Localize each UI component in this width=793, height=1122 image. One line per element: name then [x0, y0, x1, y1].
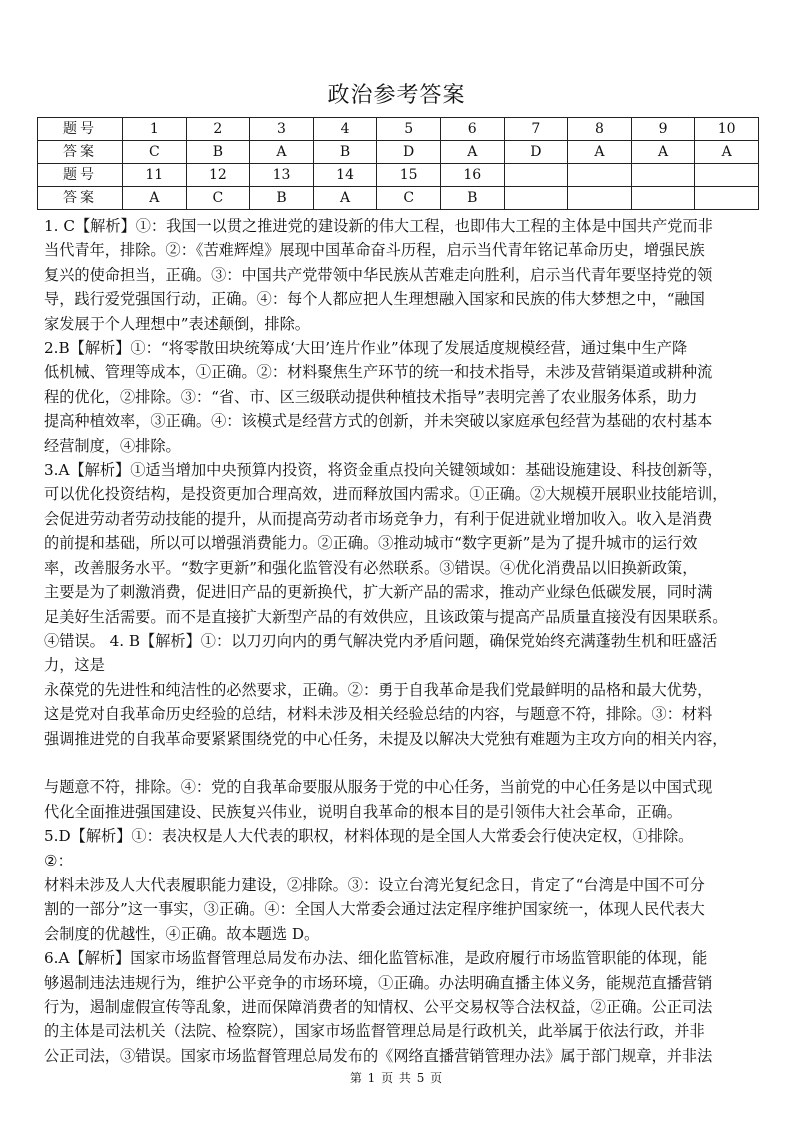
table-cell: A — [695, 141, 759, 164]
table-cell — [631, 187, 695, 210]
row-header: 题号 — [38, 118, 123, 141]
table-cell: A — [123, 187, 187, 210]
table-cell: 14 — [313, 164, 377, 187]
table-cell: D — [504, 141, 568, 164]
text-line: 当代青年，排除。②：《苦难辉煌》展现中国革命奋斗历程，启示当代青年铭记革命历史，增强民族 — [44, 241, 705, 260]
text-line: 永葆党的先进性和纯洁性的必然要求，正确。②：勇于自我革命是我们党最鲜明的品格和最大优势， — [44, 680, 713, 699]
text-line: 会制度的优越性，④正确。故本题选 D。 — [44, 924, 320, 943]
text-line: 公正司法，③错误。国家市场监督管理总局发布的《网络直播营销管理办法》属于部门规章，并非法 — [44, 1046, 713, 1065]
answer-table — [37, 117, 759, 210]
table-row — [38, 187, 759, 210]
text-line: 与题意不符，排除。④：党的自我革命要服从服务于党的中心任务，当前党的中心任务是以中国式现 — [44, 778, 713, 797]
text-line: 2.B【解析】①：“将零散田块统筹成‘大田’连片作业”体现了发展适度规模经营，通过集中生产降 — [44, 339, 688, 358]
text-line: 经营制度，④排除。 — [44, 436, 181, 455]
text-line: 强调推进党的自我革命要紧紧围绕党的中心任务，未提及以解决大党独有难题为主攻方向的相关内容， — [44, 729, 728, 748]
table-cell: 16 — [440, 164, 504, 187]
table-cell: A — [250, 141, 314, 164]
table-cell: 10 — [695, 118, 759, 141]
table-cell — [568, 187, 632, 210]
table-cell — [504, 187, 568, 210]
table-cell: B — [186, 141, 250, 164]
text-line: 会促进劳动者劳动技能的提升，从而提高劳动者市场竞争力，有利于促进就业增加收入。收入是消费 — [44, 509, 713, 528]
text-line: 复兴的使命担当，正确。③：中国共产党带领中华民族从苦难走向胜利，启示当代青年要坚持党的领 — [44, 265, 713, 284]
table-cell: C — [123, 141, 187, 164]
table-cell: A — [313, 187, 377, 210]
table-cell: D — [377, 141, 441, 164]
table-row — [38, 164, 759, 187]
table-cell: A — [568, 141, 632, 164]
table-cell — [631, 164, 695, 187]
table-cell: B — [250, 187, 314, 210]
table-cell: 3 — [250, 118, 314, 141]
row-header: 答案 — [38, 187, 123, 210]
table-cell: A — [440, 141, 504, 164]
text-line: 家发展于个人理想中”表述颠倒，排除。 — [44, 314, 310, 333]
text-line: 材料未涉及人大代表履职能力建设，②排除。③：设立台湾光复纪念日，肯定了“台湾是中国不可分 — [44, 875, 705, 894]
table-row — [38, 118, 759, 141]
text-line: 提高种植效率，③正确。④：该模式是经营方式的创新，并未突破以家庭承包经营为基础的农村基本 — [44, 412, 713, 431]
table-cell: 11 — [123, 164, 187, 187]
text-line: 低机械、管理等成本，①正确。②：材料聚焦生产环节的统一和技术指导，未涉及营销渠道或耕种流 — [44, 363, 713, 382]
table-cell — [504, 164, 568, 187]
text-line: 程的优化，②排除。③：“省、市、区三级联动提供种植技术指导”表明完善了农业服务体系，助力 — [44, 387, 698, 406]
text-line: 的主体是司法机关（法院、检察院），国家市场监督管理总局是行政机关，此举属于依法行政，并非 — [44, 1022, 705, 1041]
text-line: 割的一部分”这一事实，③正确。④：全国人大常委会通过法定程序维护国家统一，体现人民代表大 — [44, 900, 705, 919]
text-line — [44, 751, 752, 775]
text-line: 足美好生活需要。而不是直接扩大新型产品的有效供应，且该政策与提高产品质量直接没有因果联系。 — [44, 607, 728, 626]
row-header: 答案 — [38, 141, 123, 164]
table-cell: 6 — [440, 118, 504, 141]
table-cell: B — [313, 141, 377, 164]
text-line: 行为，遏制虚假宣传等乱象，进而保障消费者的知情权、公平交易权等合法权益，②正确。公正司法 — [44, 997, 713, 1016]
text-line: 代化全面推进强国建设、民族复兴伟业，说明自我革命的根本目的是引领伟大社会革命，正确。 — [44, 802, 682, 821]
text-line: 可以优化投资结构，是投资更加合理高效，进而释放国内需求。①正确。②大规模开展职业技能培训， — [44, 485, 728, 504]
table-cell: A — [631, 141, 695, 164]
text-line: 6.A【解析】国家市场监督管理总局发布办法、细化监管标准，是政府履行市场监管职能的体现，能 — [44, 949, 708, 968]
table-cell: C — [377, 187, 441, 210]
table-cell — [568, 164, 632, 187]
table-cell: 9 — [631, 118, 695, 141]
table-cell: 12 — [186, 164, 250, 187]
text-line: 这是党对自我革命历史经验的总结，材料未涉及相关经验总结的内容，与题意不符，排除。③：材料 — [44, 705, 713, 724]
table-cell: 15 — [377, 164, 441, 187]
table-cell: 7 — [504, 118, 568, 141]
text-line: 主要是为了刺激消费，促进旧产品的更新换代，扩大新产品的需求，推动产业绿色低碳发展，同时满 — [44, 583, 713, 602]
table-cell: 13 — [250, 164, 314, 187]
row-header: 题号 — [38, 164, 123, 187]
text-line: 3.A【解析】①适当增加中央预算内投资，将资金重点投向关键领域如：基础设施建设、科技创新等， — [44, 461, 723, 480]
text-line: ④错误。 4. B【解析】①：以刀刃向内的勇气解决党内矛盾问题，确保党始终充满蓬勃生机和旺盛活 — [44, 631, 718, 650]
text-line: ②： — [44, 851, 73, 870]
text-line: 率，改善服务水平。“数字更新”和强化监管没有必然联系。③错误。④优化消费品以旧换新政策， — [44, 558, 698, 577]
page-title: 政治参考答案 — [327, 83, 466, 108]
text-line: 力，这是 — [44, 656, 105, 675]
table-cell — [695, 187, 759, 210]
text-line: 5.D【解析】①：表决权是人大代表的职权，材料体现的是全国人大常委会行使决定权，①排除。 — [44, 827, 694, 846]
table-cell: 2 — [186, 118, 250, 141]
table-cell: 4 — [313, 118, 377, 141]
table-cell: 1 — [123, 118, 187, 141]
table-cell: 8 — [568, 118, 632, 141]
table-cell: B — [440, 187, 504, 210]
table-cell: 5 — [377, 118, 441, 141]
table-row — [38, 141, 759, 164]
explanation-text — [44, 214, 752, 1068]
table-cell: C — [186, 187, 250, 210]
text-line: 够遏制违法违规行为，维护公平竞争的市场环境，①正确。办法明确直播主体义务，能规范直播营销 — [44, 973, 713, 992]
page-footer: 第 1 页 共 5 页 — [349, 1071, 444, 1085]
text-line: 1. C【解析】①：我国一以贯之推进党的建设新的伟大工程，也即伟大工程的主体是中国共产党而非 — [44, 217, 713, 235]
text-line: 导，践行爱党强国行动，正确。④：每个人都应把人生理想融入国家和民族的伟大梦想之中，“融国 — [44, 290, 705, 309]
text-line: 的前提和基础，所以可以增强消费能力。②正确。③推动城市“数字更新”是为了提升城市的运行效 — [44, 534, 698, 553]
table-cell — [695, 164, 759, 187]
